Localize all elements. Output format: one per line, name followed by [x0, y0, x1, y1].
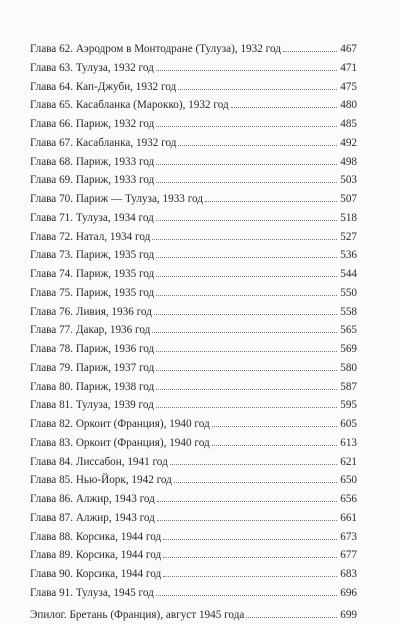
dot-leader	[205, 201, 337, 202]
toc-entry-page-number: 550	[339, 284, 357, 303]
toc-entry-title: Глава 64. Кап-Джуби, 1932 год	[30, 78, 176, 97]
dot-leader	[231, 107, 337, 108]
toc-entry-title: Глава 62. Аэродром в Монтодране (Тулуза), 1932 год	[30, 40, 281, 59]
toc-entry-page-number: 661	[339, 509, 357, 528]
toc-entry-page-number: 498	[339, 153, 357, 172]
toc-entry	[30, 509, 357, 528]
toc-entry-page-number: 565	[339, 321, 357, 340]
dot-leader	[157, 520, 337, 521]
dot-leader	[157, 501, 337, 502]
dot-leader	[156, 126, 337, 127]
dot-leader	[163, 576, 337, 577]
dot-leader	[156, 389, 337, 390]
toc-entry	[30, 246, 357, 265]
toc-entry	[30, 565, 357, 584]
toc-entry-title: Глава 71. Тулуза, 1934 год	[30, 209, 154, 228]
toc-entry-title: Глава 69. Париж, 1933 год	[30, 171, 154, 190]
toc-entry-page-number: 527	[339, 228, 357, 247]
toc-entry	[30, 153, 357, 172]
toc-entry-title: Глава 76. Ливия, 1936 год	[30, 303, 152, 322]
dot-leader	[156, 182, 337, 183]
dot-leader	[152, 239, 337, 240]
toc-entry-page-number: 467	[339, 40, 357, 59]
dot-leader	[156, 220, 337, 221]
toc-entry-title: Глава 79. Париж, 1937 год	[30, 359, 154, 378]
toc-entry-page-number: 699	[339, 606, 357, 624]
toc-entry-page-number: 558	[339, 303, 357, 322]
toc-entry-page-number: 544	[339, 265, 357, 284]
toc-entry	[30, 228, 357, 247]
toc-entry-title: Глава 74. Париж, 1935 год	[30, 265, 154, 284]
dot-leader	[283, 51, 337, 52]
toc-entry	[30, 321, 357, 340]
toc-entry-title: Глава 75. Париж, 1935 год	[30, 284, 154, 303]
toc-entry	[30, 303, 357, 322]
toc-entry-page-number: 621	[339, 453, 357, 472]
dot-leader	[170, 464, 337, 465]
toc-entry-title: Глава 89. Корсика, 1944 год	[30, 546, 161, 565]
toc-entry	[30, 265, 357, 284]
dot-leader	[156, 164, 337, 165]
dot-leader	[212, 445, 337, 446]
dot-leader	[212, 426, 337, 427]
toc-entry-title: Глава 84. Лиссабон, 1941 год	[30, 453, 168, 472]
toc-entry-title: Глава 78. Париж, 1936 год	[30, 340, 154, 359]
toc-entry-title: Глава 85. Нью-Йорк, 1942 год	[30, 471, 172, 490]
toc-entry-page-number: 605	[339, 415, 357, 434]
toc-entry-title: Глава 66. Париж, 1932 год	[30, 115, 154, 134]
toc-entry	[30, 134, 357, 153]
toc-entry-page-number: 656	[339, 490, 357, 509]
dot-leader	[156, 370, 337, 371]
toc-entry	[30, 546, 357, 565]
toc-entry-page-number: 507	[339, 190, 357, 209]
dot-leader	[156, 70, 337, 71]
toc-entry	[30, 415, 357, 434]
toc-entry-page-number: 613	[339, 434, 357, 453]
toc-entry-page-number: 696	[339, 584, 357, 603]
toc-entry-title: Глава 68. Париж, 1933 год	[30, 153, 154, 172]
toc-entry	[30, 378, 357, 397]
toc-entry-page-number: 480	[339, 96, 357, 115]
toc-entry	[30, 78, 357, 97]
toc-entry-page-number: 536	[339, 246, 357, 265]
toc-entry-title: Глава 86. Алжир, 1943 год	[30, 490, 155, 509]
toc-entry-page-number: 683	[339, 565, 357, 584]
toc-entry-title: Глава 77. Дакар, 1936 год	[30, 321, 150, 340]
toc-entry-page-number: 503	[339, 171, 357, 190]
toc-entry-title: Глава 80. Париж, 1938 год	[30, 378, 154, 397]
toc-entry-page-number: 492	[339, 134, 357, 153]
toc-entry	[30, 528, 357, 547]
toc-entry	[30, 96, 357, 115]
toc-entry-title: Глава 70. Париж — Тулуза, 1933 год	[30, 190, 203, 209]
toc-entry-page-number: 650	[339, 471, 357, 490]
toc-entry	[30, 284, 357, 303]
toc-entry-page-number: 580	[339, 359, 357, 378]
dot-leader	[156, 595, 337, 596]
toc-entry-title: Глава 90. Корсика, 1944 год	[30, 565, 161, 584]
dot-leader	[246, 617, 337, 618]
toc-entry-page-number: 587	[339, 378, 357, 397]
dot-leader	[154, 314, 337, 315]
dot-leader	[178, 145, 337, 146]
dot-leader	[156, 276, 337, 277]
toc-entry	[30, 171, 357, 190]
toc-entry	[30, 190, 357, 209]
dot-leader	[156, 257, 337, 258]
toc-entry	[30, 434, 357, 453]
toc-entry-page-number: 475	[339, 78, 357, 97]
dot-leader	[163, 539, 337, 540]
toc-entry	[30, 40, 357, 59]
dot-leader	[174, 482, 337, 483]
toc-entry	[30, 396, 357, 415]
dot-leader	[178, 89, 337, 90]
dot-leader	[156, 351, 337, 352]
toc-entry-title: Глава 91. Тулуза, 1945 год	[30, 584, 154, 603]
toc-entry-title: Глава 81. Тулуза, 1939 год	[30, 396, 154, 415]
toc-entry-title: Глава 88. Корсика, 1944 год	[30, 528, 161, 547]
dot-leader	[163, 557, 337, 558]
toc-entry	[30, 59, 357, 78]
toc-entry-page-number: 673	[339, 528, 357, 547]
toc-entry-title: Глава 83. Оркоит (Франция), 1940 год	[30, 434, 210, 453]
dot-leader	[156, 407, 337, 408]
toc-entry-title: Глава 72. Натал, 1934 год	[30, 228, 150, 247]
toc-entry-page-number: 518	[339, 209, 357, 228]
toc-entry	[30, 359, 357, 378]
toc-entry-title: Глава 65. Касабланка (Марокко), 1932 год	[30, 96, 229, 115]
toc-entry	[30, 453, 357, 472]
dot-leader	[156, 295, 337, 296]
table-of-contents	[30, 40, 357, 624]
toc-entry-title: Глава 82. Оркоит (Франция), 1940 год	[30, 415, 210, 434]
toc-entry-epilogue	[30, 606, 357, 624]
toc-entry	[30, 340, 357, 359]
toc-entry-page-number: 471	[339, 59, 357, 78]
toc-entry-page-number: 677	[339, 546, 357, 565]
toc-entry-page-number: 569	[339, 340, 357, 359]
dot-leader	[152, 332, 337, 333]
toc-entry-title: Глава 67. Касабланка, 1932 год	[30, 134, 176, 153]
toc-entry-title: Глава 87. Алжир, 1943 год	[30, 509, 155, 528]
toc-entry	[30, 490, 357, 509]
toc-entry	[30, 209, 357, 228]
toc-entry-title: Глава 63. Тулуза, 1932 год	[30, 59, 154, 78]
toc-entry-title: Глава 73. Париж, 1935 год	[30, 246, 154, 265]
toc-entry-page-number: 595	[339, 396, 357, 415]
toc-entry-title: Эпилог. Бретань (Франция), август 1945 года	[30, 606, 244, 624]
toc-entry	[30, 115, 357, 134]
toc-entry	[30, 471, 357, 490]
toc-entry-page-number: 485	[339, 115, 357, 134]
